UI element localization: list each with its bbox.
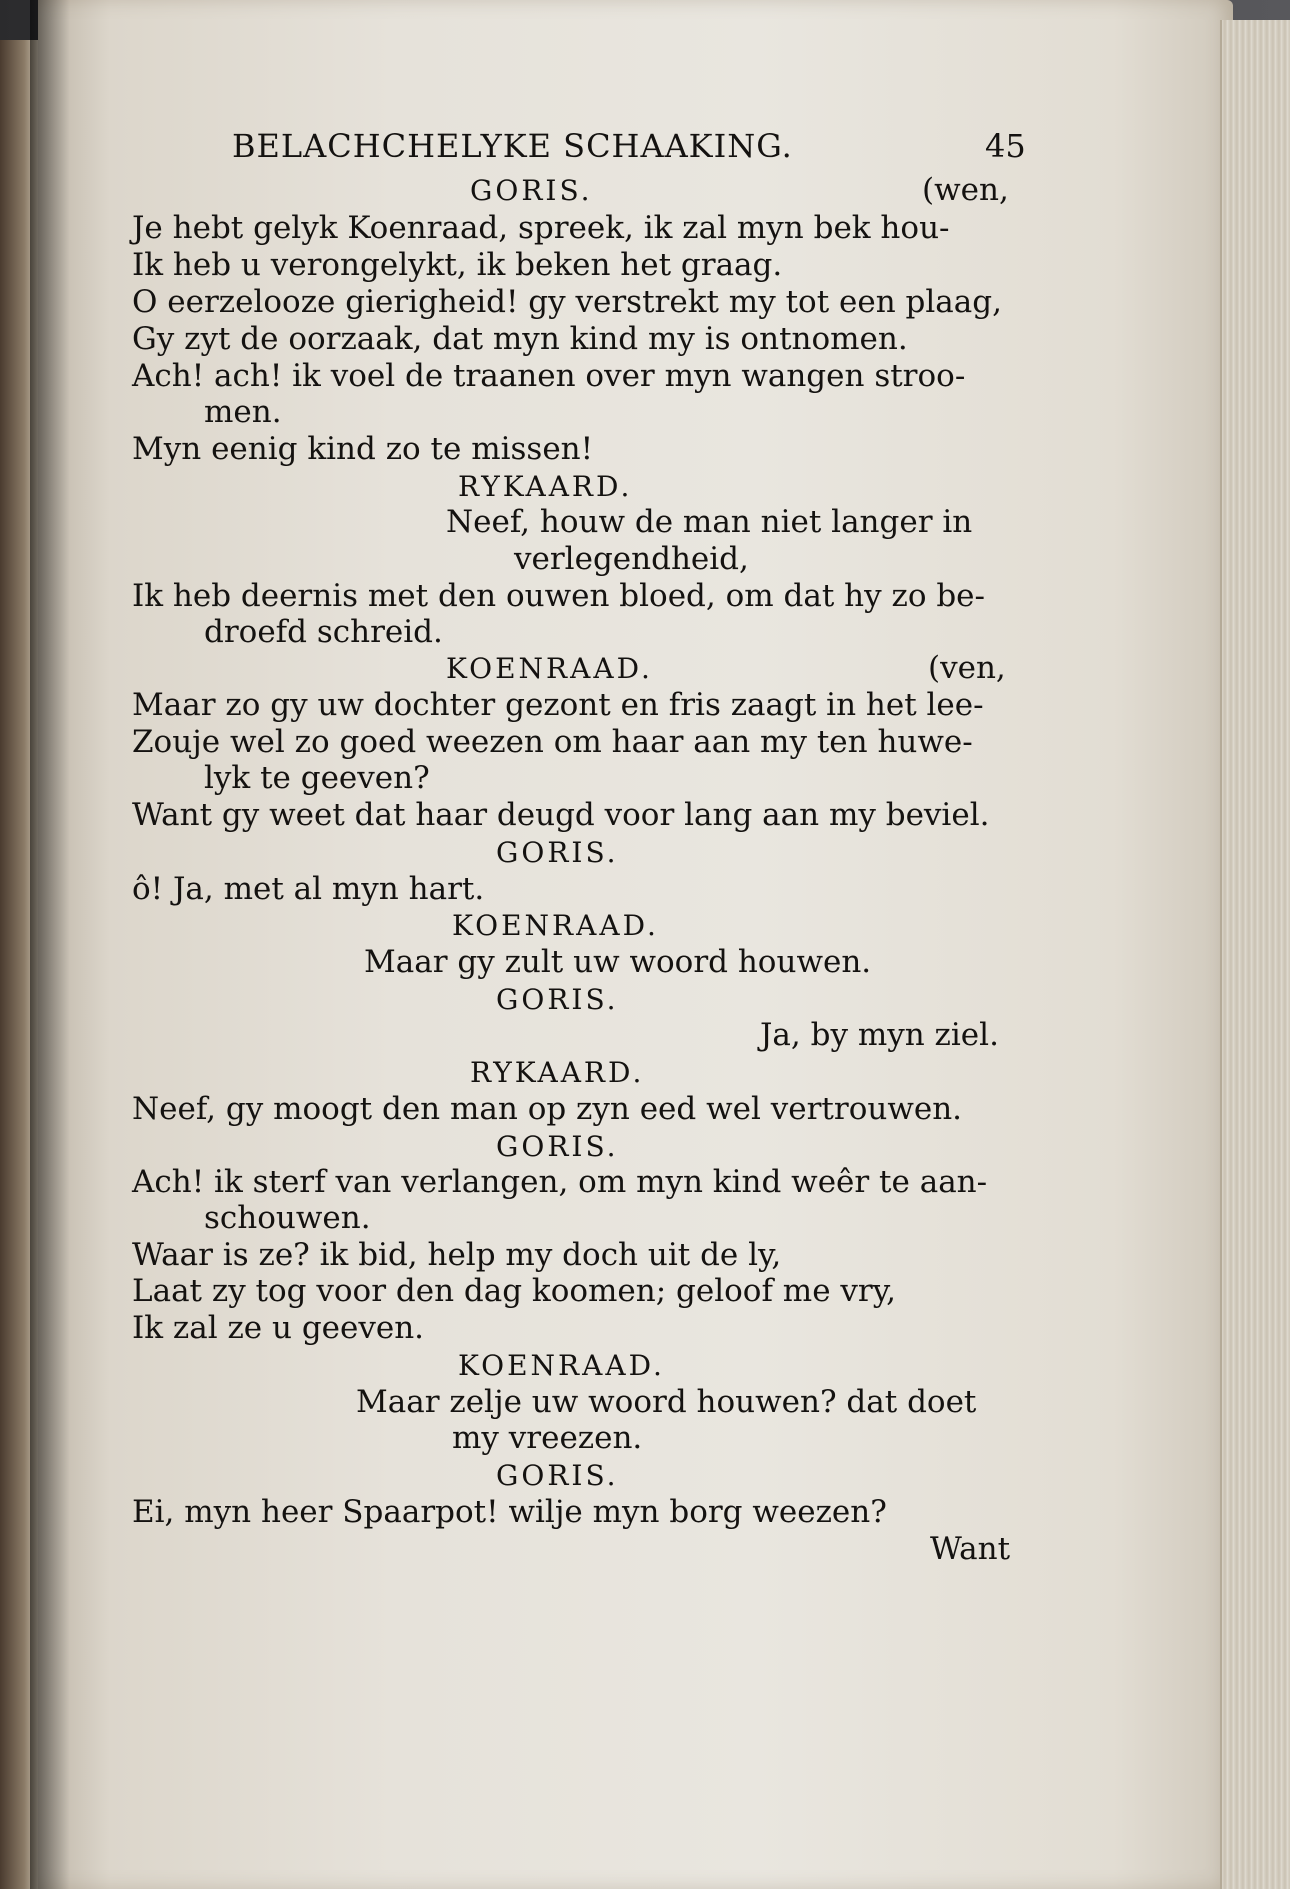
verse-line: droefd schreid. [204,614,443,650]
verse-line: Maar gy zult uw woord houwen. [364,944,872,980]
verse-line: Waar is ze? ik bid, help my doch uit de ly, [132,1237,782,1273]
speaker-label: GORIS. [496,1459,619,1492]
verse-line: Ik heb u verongelykt, ik beken het graag. [132,247,783,283]
verse-line: Want gy weet dat haar deugd voor lang aan my beviel. [132,797,990,833]
verse-line: lyk te geeven? [204,760,430,796]
turnover-text: (ven, [928,650,1006,686]
verse-line: ô! Ja, met al myn hart. [132,871,485,907]
speaker-label: KOENRAAD. [452,909,659,942]
verse-line: O eerzelooze gierigheid! gy verstrekt my tot een plaag, [132,284,1002,320]
verse-line: schouwen. [204,1200,371,1236]
verse-line: Ei, myn heer Spaarpot! wilje myn borg weezen? [132,1494,887,1530]
speaker-label: RYKAARD. [470,1056,645,1089]
verse-line: Neef, houw de man niet langer in [446,504,973,540]
verse-line: men. [204,394,282,430]
verse-line: Ja, by myn ziel. [760,1017,999,1053]
running-title: BELACHCHELYKE SCHAAKING. [232,127,793,165]
verse-line: Laat zy tog voor den dag koomen; geloof me vry, [132,1273,896,1309]
speaker-label: KOENRAAD. [458,1349,665,1382]
speaker-label: KOENRAAD. [446,652,653,685]
speaker-label: GORIS. [496,836,619,869]
verse-line: Ach! ach! ik voel de traanen over myn wangen stroo- [132,358,966,394]
verse-line: Myn eenig kind zo te missen! [132,431,594,467]
verse-line: Gy zyt de oorzaak, dat myn kind my is ontnomen. [132,321,908,357]
speaker-label: GORIS. [496,983,619,1016]
speaker-label: RYKAARD. [458,470,633,503]
speaker-label: GORIS. [496,1130,619,1163]
catchword: Want [930,1531,1011,1567]
verse-line: Maar zo gy uw dochter gezont en fris zaagt in het lee- [132,687,984,723]
verse-line: Ik heb deernis met den ouwen bloed, om dat hy zo be- [132,578,985,614]
speaker-label: GORIS. [470,174,593,207]
verse-line: Maar zelje uw woord houwen? dat doet [356,1384,977,1420]
verse-line: verlegendheid, [514,541,749,577]
verse-line: Ach! ik sterf van verlangen, om myn kind weêr te aan- [132,1164,988,1200]
verse-line: Ik zal ze u geeven. [132,1310,425,1346]
verse-line: my vreezen. [452,1420,643,1456]
turnover-text: (wen, [922,172,1009,208]
page-number: 45 [985,127,1026,165]
verse-line: Neef, gy moogt den man op zyn eed wel vertrouwen. [132,1091,963,1127]
verse-line: Je hebt gelyk Koenraad, spreek, ik zal myn bek hou- [132,210,950,246]
verse-line: Zouje wel zo goed weezen om haar aan my ten huwe- [132,724,973,760]
